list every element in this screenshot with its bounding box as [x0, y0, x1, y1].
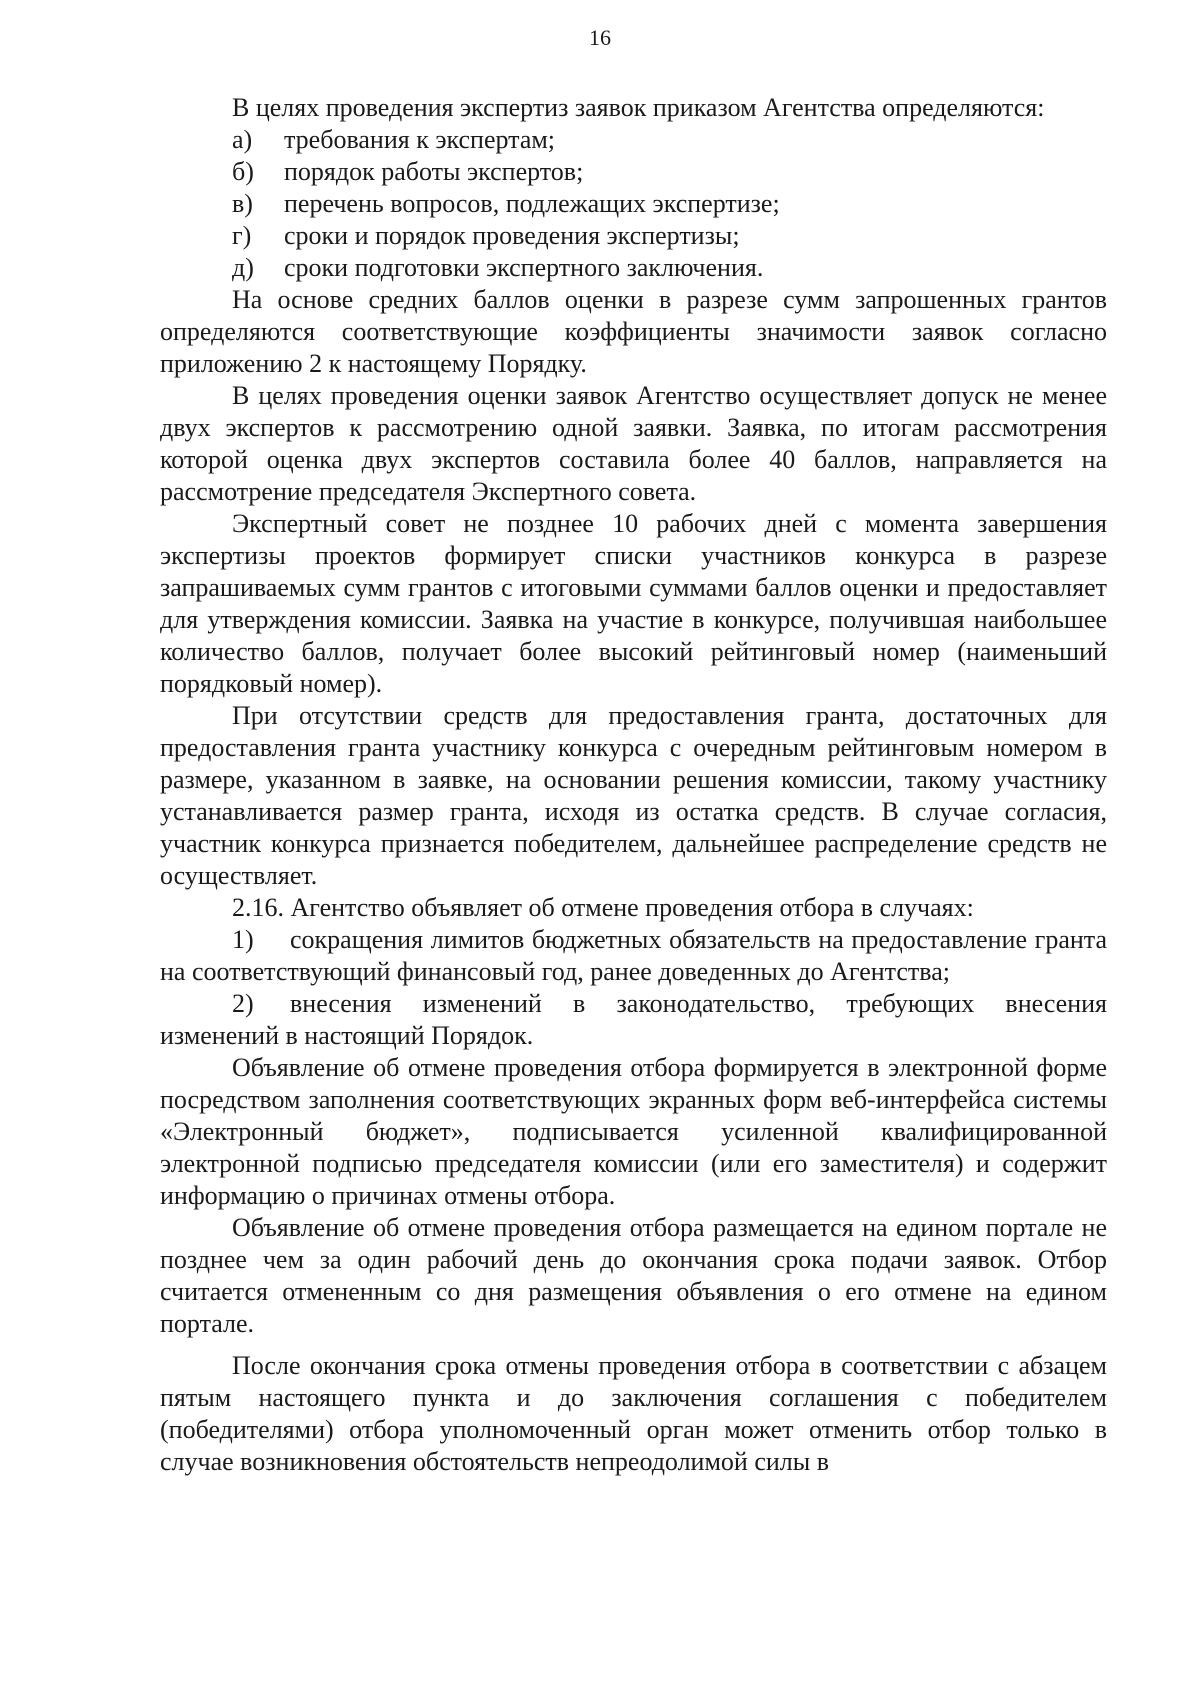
- cancel-announcement-paragraph: Объявление об отмене проведения отбора формируется в электронной форме посредством заполнения соответствующих экранных форм веб-интерфейса системы «Электронный бюджет», подписывается усиленной квалифицированной электронной подписью председателя комиссии (или его заместителя) и содержит информацию о причинах отмены отбора.: [160, 1053, 1107, 1210]
- list-item-text: сроки подготовки экспертного заключения.: [284, 253, 764, 282]
- list-marker: в): [232, 189, 253, 218]
- expert-council-paragraph: Экспертный совет не позднее 10 рабочих дней с момента завершения экспертизы проектов формирует списки участников конкурса в разрезе запрашиваемых сумм грантов с итоговыми суммами баллов оценки и предоставляет для утверждения комиссии. Заявка на участие в конкурсе, получившая наибольшее количество баллов, получает более высокий рейтинговый номер (наименьший порядковый номер).: [160, 509, 1107, 698]
- expert-list-item: [160, 220, 1107, 252]
- list-item-text: порядок работы экспертов;: [284, 157, 584, 186]
- cancel-list-item: [160, 988, 1107, 1052]
- list-item-text: требования к экспертам;: [284, 125, 556, 154]
- list-marker: 1): [232, 925, 254, 954]
- expert-list-item: [160, 124, 1107, 156]
- expert-list-item: [160, 188, 1107, 220]
- document-body: [160, 92, 1107, 1478]
- expert-list-item: [160, 156, 1107, 188]
- intro-paragraph: В целях проведения экспертиз заявок приказом Агентства определяются:: [232, 93, 1045, 122]
- list-item-text: сокращения лимитов бюджетных обязательств на предоставление гранта на соответствующий финансовый год, ранее доведенных до Агентства;: [160, 925, 1107, 986]
- list-marker: г): [232, 221, 252, 250]
- list-item-text: внесения изменений в законодательство, требующих внесения изменений в настоящий Порядок.: [160, 989, 1107, 1050]
- list-item-text: сроки и порядок проведения экспертизы;: [284, 221, 740, 250]
- list-item-text: перечень вопросов, подлежащих экспертизе;: [284, 189, 780, 218]
- experts-admission-paragraph: В целях проведения оценки заявок Агентство осуществляет допуск не менее двух экспертов к рассмотрению одной заявки. Заявка, по итогам рассмотрения которой оценка двух экспертов составила более 40 баллов, направляется на рассмотрение председателя Экспертного совета.: [160, 381, 1107, 506]
- page-number: 16: [589, 25, 611, 50]
- list-marker: а): [232, 125, 253, 154]
- section-2-16-heading: 2.16. Агентство объявляет об отмене проведения отбора в случаях:: [232, 893, 974, 922]
- list-marker: б): [232, 157, 254, 186]
- force-majeure-paragraph: После окончания срока отмены проведения отбора в соответствии с абзацем пятым настоящего пункта и до заключения соглашения с победителем (победителями) отбора уполномоченный орган может отменить отбор только в случае возникновения обстоятельств непреодолимой силы в: [160, 1351, 1107, 1476]
- list-marker: д): [232, 253, 254, 282]
- cancel-publication-paragraph: Объявление об отмене проведения отбора размещается на едином портале не позднее чем за один рабочий день до окончания срока подачи заявок. Отбор считается отмененным со дня размещения объявления о его отмене на едином портале.: [160, 1213, 1107, 1338]
- coefficients-paragraph: На основе средних баллов оценки в разрезе сумм запрошенных грантов определяются соответствующие коэффициенты значимости заявок согласно приложению 2 к настоящему Порядку.: [160, 285, 1107, 378]
- insufficient-funds-paragraph: При отсутствии средств для предоставления гранта, достаточных для предоставления гранта участнику конкурса с очередным рейтинговым номером в размере, указанном в заявке, на основании решения комиссии, такому участнику устанавливается размер гранта, исходя из остатка средств. В случае согласия, участник конкурса признается победителем, дальнейшее распределение средств не осуществляет.: [160, 701, 1107, 890]
- list-marker: 2): [232, 989, 254, 1018]
- cancel-list-item: [160, 924, 1107, 988]
- expert-list-item: [160, 252, 1107, 284]
